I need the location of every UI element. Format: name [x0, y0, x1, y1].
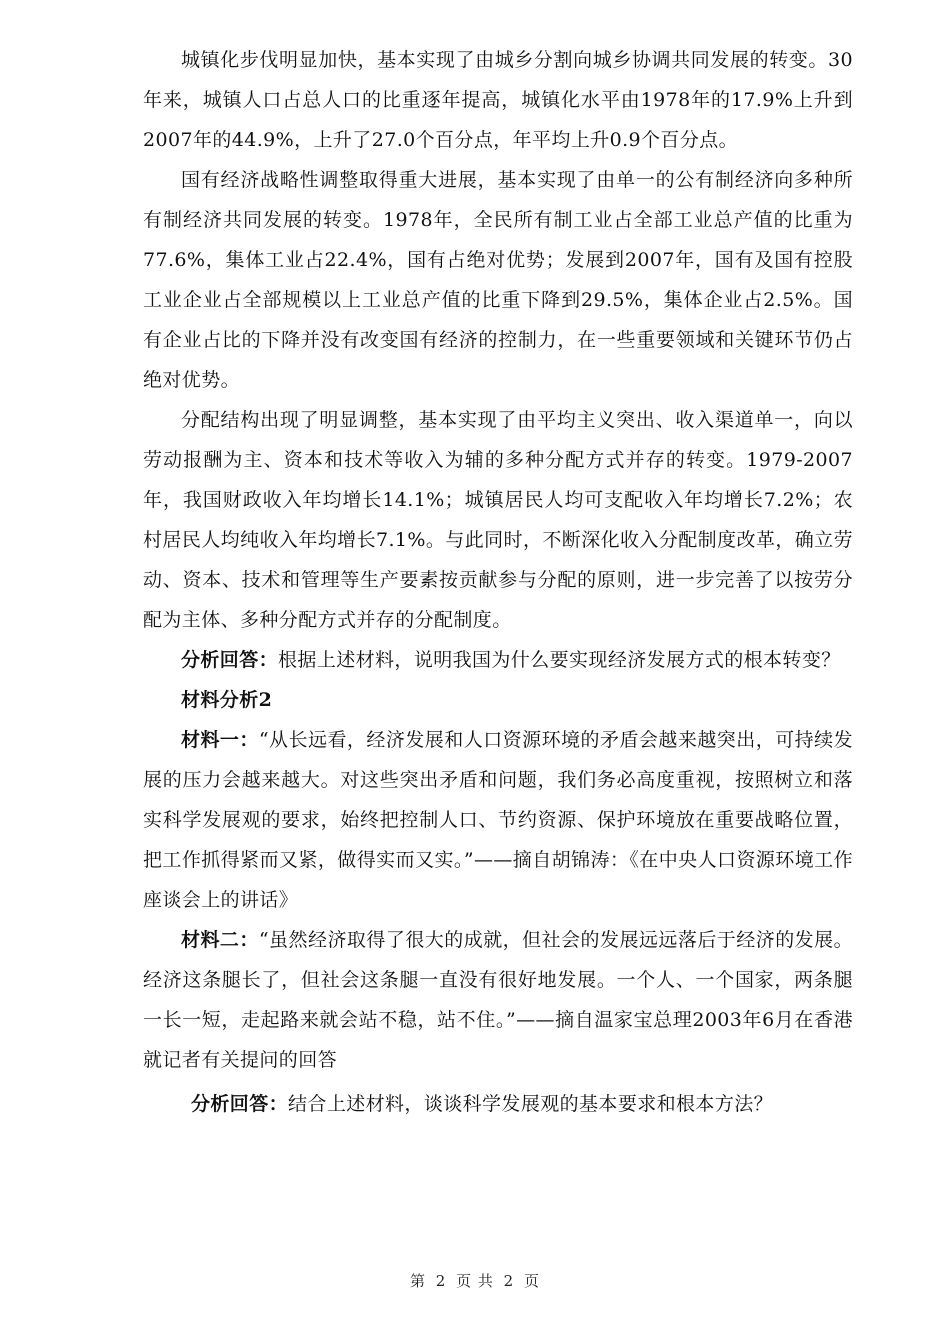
question-2-text: 结合上述材料，谈谈科学发展观的基本要求和根本方法？ [288, 1093, 774, 1115]
material-2-label: 材料二： [181, 929, 259, 951]
question-2 [143, 1084, 853, 1124]
question-2-label: 分析回答： [191, 1093, 289, 1115]
footer-page-number: 2 [435, 1272, 447, 1290]
footer-total-pages: 2 [503, 1272, 515, 1290]
material-2 [143, 920, 853, 1080]
question-1-text: 根据上述材料，说明我国为什么要实现经济发展方式的根本转变？ [278, 649, 841, 671]
document-body [143, 40, 853, 1124]
material-2-text: “虽然经济取得了很大的成就，但社会的发展远远落后于经济的发展。经济这条腿长了，但社会这条腿一直没有很好地发展。一个人、一个国家，两条腿一长一短，走起路来就会站不稳，站不住。”——摘自温家宝总理2003年6月在香港就记者有关提问的回答 [143, 929, 853, 1071]
footer-middle: 页 共 [456, 1272, 494, 1290]
paragraph-state-economy: 国有经济战略性调整取得重大进展，基本实现了由单一的公有制经济向多种所有制经济共同发展的转变。1978年，全民所有制工业占全部工业总产值的比重为77.6%，集体工业占22.4%，国有占绝对优势；发展到2007年，国有及国有控股工业企业占全部规模以上工业总产值的比重下降到29.5%，集体企业占2.5%。国有企业占比的下降并没有改变国有经济的控制力，在一些重要领域和关键环节仍占绝对优势。 [143, 169, 853, 391]
question-1-label: 分析回答： [181, 649, 279, 671]
footer-suffix: 页 [524, 1272, 541, 1290]
material-1 [143, 720, 853, 920]
material-1-text: “从长远看，经济发展和人口资源环境的矛盾会越来越突出，可持续发展的压力会越来越大。对这些突出矛盾和问题，我们务必高度重视，按照树立和落实科学发展观的要求，始终把控制人口、节约资源、保护环境放在重要战略位置，把工作抓得紧而又紧，做得实而又实。”——摘自胡锦涛：《在中央人口资源环境工作座谈会上的讲话》 [143, 729, 853, 911]
question-1 [143, 640, 853, 680]
section-2-heading: 材料分析2 [181, 689, 273, 711]
footer-prefix: 第 [409, 1272, 426, 1290]
paragraph-distribution: 分配结构出现了明显调整，基本实现了由平均主义突出、收入渠道单一，向以劳动报酬为主、资本和技术等收入为辅的多种分配方式并存的转变。1979-2007年，我国财政收入年均增长14.1%；城镇居民人均可支配收入年均增长7.2%；农村居民人均纯收入年均增长7.1%。与此同时，不断深化收入分配制度改革，确立劳动、资本、技术和管理等生产要素按贡献参与分配的原则，进一步完善了以按劳分配为主体、多种分配方式并存的分配制度。 [143, 409, 853, 631]
page-footer [0, 1270, 950, 1291]
material-1-label: 材料一： [181, 729, 259, 751]
paragraph-urbanization: 城镇化步伐明显加快，基本实现了由城乡分割向城乡协调共同发展的转变。30年来，城镇人口占总人口的比重逐年提高，城镇化水平由1978年的17.9%上升到2007年的44.9%，上升了27.0个百分点，年平均上升0.9个百分点。 [143, 49, 853, 151]
